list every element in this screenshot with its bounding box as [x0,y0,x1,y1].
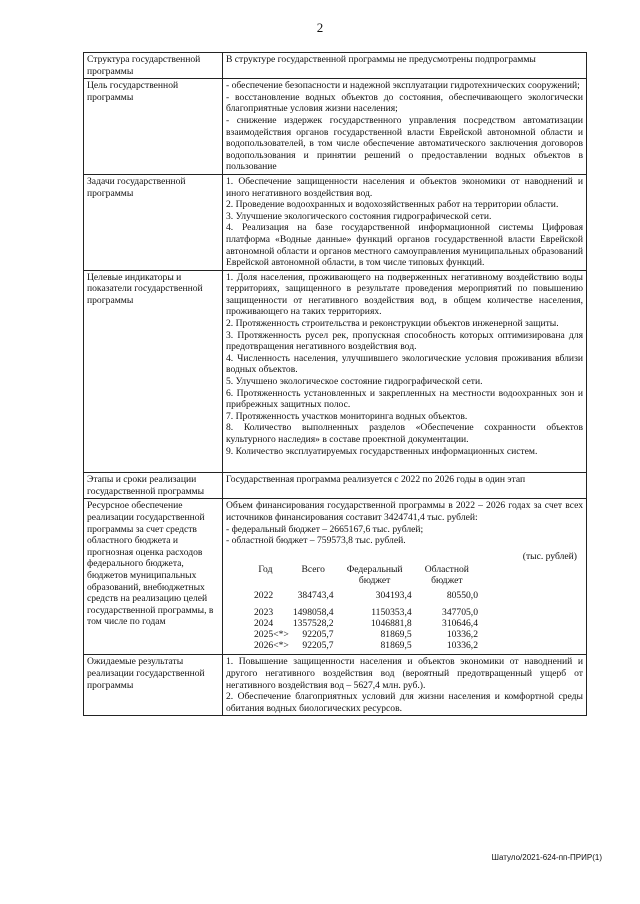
year-cell: 2025<*> [254,629,289,641]
row-content [223,53,587,79]
funding-table [240,564,480,651]
row-label: Задачи государственной программы [84,174,223,270]
paragraph: 9. Количество эксплуатируемых государственных информационных систем. [226,445,538,457]
federal-cell: 1150353,4 [371,607,412,619]
federal-cell: 81869,5 [380,640,412,652]
federal-cell: 304193,4 [375,590,412,602]
column-header: Областной бюджет [424,564,469,587]
program-passport-table [83,52,587,716]
regional-cell: 310646,4 [442,618,478,630]
year-cell: 2023 [254,607,274,619]
paragraph: 8. Количество выполненных разделов «Обеспечение сохранности объектов культурного наследия» в составе проектной документации. [226,422,583,445]
federal-cell: 1046881,8 [370,618,412,630]
paragraph: Государственная программа реализуется с 2022 по 2026 годы в один этап [226,474,526,486]
paragraph: 2. Протяженность строительства и реконструкции объектов инженерной защиты. [226,318,559,330]
year-cell: 2022 [254,590,274,602]
total-cell: 1498058,4 [292,607,334,619]
row-label: Ресурсное обеспечение реализации государственной программы за счет средств областного бюджета и прогнозная оценка расходов федерального бюджета, бюджетов муниципальных образований, внебюджетных средств на реализацию целей государственной программы, в том числе по годам [84,499,223,655]
row-label: Ожидаемые результаты реализации государственной программы [84,655,223,716]
column-header: Всего [301,564,325,576]
funding-header-row [240,564,480,590]
regional-cell: 10336,2 [446,640,478,652]
row-content [223,174,587,270]
paragraph: - снижение издержек государственного управления посредством автоматизации взаимодействия органов государственной власти Еврейской автономной области и водопользователей, в том числе обеспечение автоматического заключения договоров водопользования и принятии решений о предоставлении водных объектов в пользование [226,114,583,173]
paragraph: 5. Улучшено экологическое состояние гидрографической сети. [226,376,483,388]
table-row [240,629,480,640]
total-cell: 92205,7 [302,629,334,641]
table-row [84,473,587,499]
paragraph: 2. Проведение водоохранных и водохозяйственных работ на территории области. [226,199,559,211]
row-label: Структура государственной программы [84,53,223,79]
paragraph: - обеспечение безопасности и надежной эксплуатации гидротехнических сооружений; [226,80,580,92]
paragraph: 4. Численность населения, улучшившего экологические условия проживания вблизи водных объектов. [226,352,583,376]
year-cell: 2024 [254,618,274,630]
table-row [240,590,480,601]
funding-unit: (тыс. рублей) [522,550,577,562]
funding-content [223,499,587,655]
funding-federal-line: - федеральный бюджет – 2665167,6 тыс. рублей; [226,523,424,535]
table-row [84,499,587,655]
table-row [84,655,587,716]
paragraph: 7. Протяженность участков мониторинга водных объектов. [226,410,468,422]
row-label: Этапы и сроки реализации государственной программы [84,473,223,499]
row-label: Целевые индикаторы и показатели государственной программы [84,270,223,473]
year-cell: 2026<*> [254,640,289,652]
table-row [240,618,480,629]
funding-intro: Объем финансирования государственной программы в 2022 – 2026 годах за счет всех источников финансирования составит 3424741,4 тыс. рублей: [226,500,583,523]
row-content [223,270,587,473]
paragraph: 1. Повышение защищенности населения и объектов экономики от наводнений и другого негативного воздействия вод (вероятный предотвращенный ущерб от негативного воздействия вод – 5627,4 млн. руб.). [226,656,583,691]
page-number: 2 [316,20,324,35]
row-content [223,655,587,716]
federal-cell: 81869,5 [380,629,412,641]
total-cell: 1357528,2 [292,618,334,630]
table-row [84,270,587,473]
paragraph: 2. Обеспечение благоприятных условий для жизни населения и комфортной среды обитания водных биологических ресурсов. [226,691,583,714]
paragraph: 6. Протяженность установленных и закрепленных на местности водоохранных зон и прибрежных защитных полос. [226,387,583,411]
table-row [84,79,587,175]
column-header: Федеральный бюджет [346,564,403,587]
paragraph: - восстановление водных объектов до состояния, обеспечивающего экологически благоприятные условия жизни населения; [226,91,583,115]
row-label: Цель государственной программы [84,79,223,175]
row-content [223,473,587,499]
column-header: Год [258,564,273,576]
funding-regional-line: - областной бюджет – 759573,8 тыс. рублей. [226,535,406,547]
paragraph: 3. Улучшение экологического состояния гидрографической сети. [226,210,492,222]
paragraph: В структуре государственной программы не предусмотрены подпрограммы [226,54,536,65]
regional-cell: 80550,0 [446,590,478,602]
regional-cell: 10336,2 [446,629,478,641]
row-content [223,79,587,175]
document-code: Шатуло/2021-624-пп-ПРИР(1) [491,853,602,862]
total-cell: 92205,7 [302,640,334,652]
paragraph: 3. Протяженность русел рек, пропускная способность которых оптимизирована для предотвращения негативного воздействия вод. [226,329,583,353]
paragraph: 1. Доля населения, проживающего на подверженных негативному воздействию воды территориях, защищенного в результате проведения мероприятий по повышению защищенности от негативного воздействия вод, в общем количестве населения, проживающего на таких территориях. [226,271,583,318]
paragraph: 1. Обеспечение защищенности населения и объектов экономики от наводнений и иного негативного воздействия вод. [226,175,583,199]
table-row [84,53,587,79]
table-row [240,640,480,651]
regional-cell: 347705,0 [442,607,478,619]
table-row [240,607,480,618]
paragraph: 4. Реализация на базе государственной информационной системы Цифровая платформа «Водные данные» функций органов государственной власти Еврейской автономной области и органов местного самоуправления муниципальных образований Еврейской автономной области, в том числе типовых функций. [226,222,583,269]
table-row [84,174,587,270]
total-cell: 384743,4 [297,590,334,602]
